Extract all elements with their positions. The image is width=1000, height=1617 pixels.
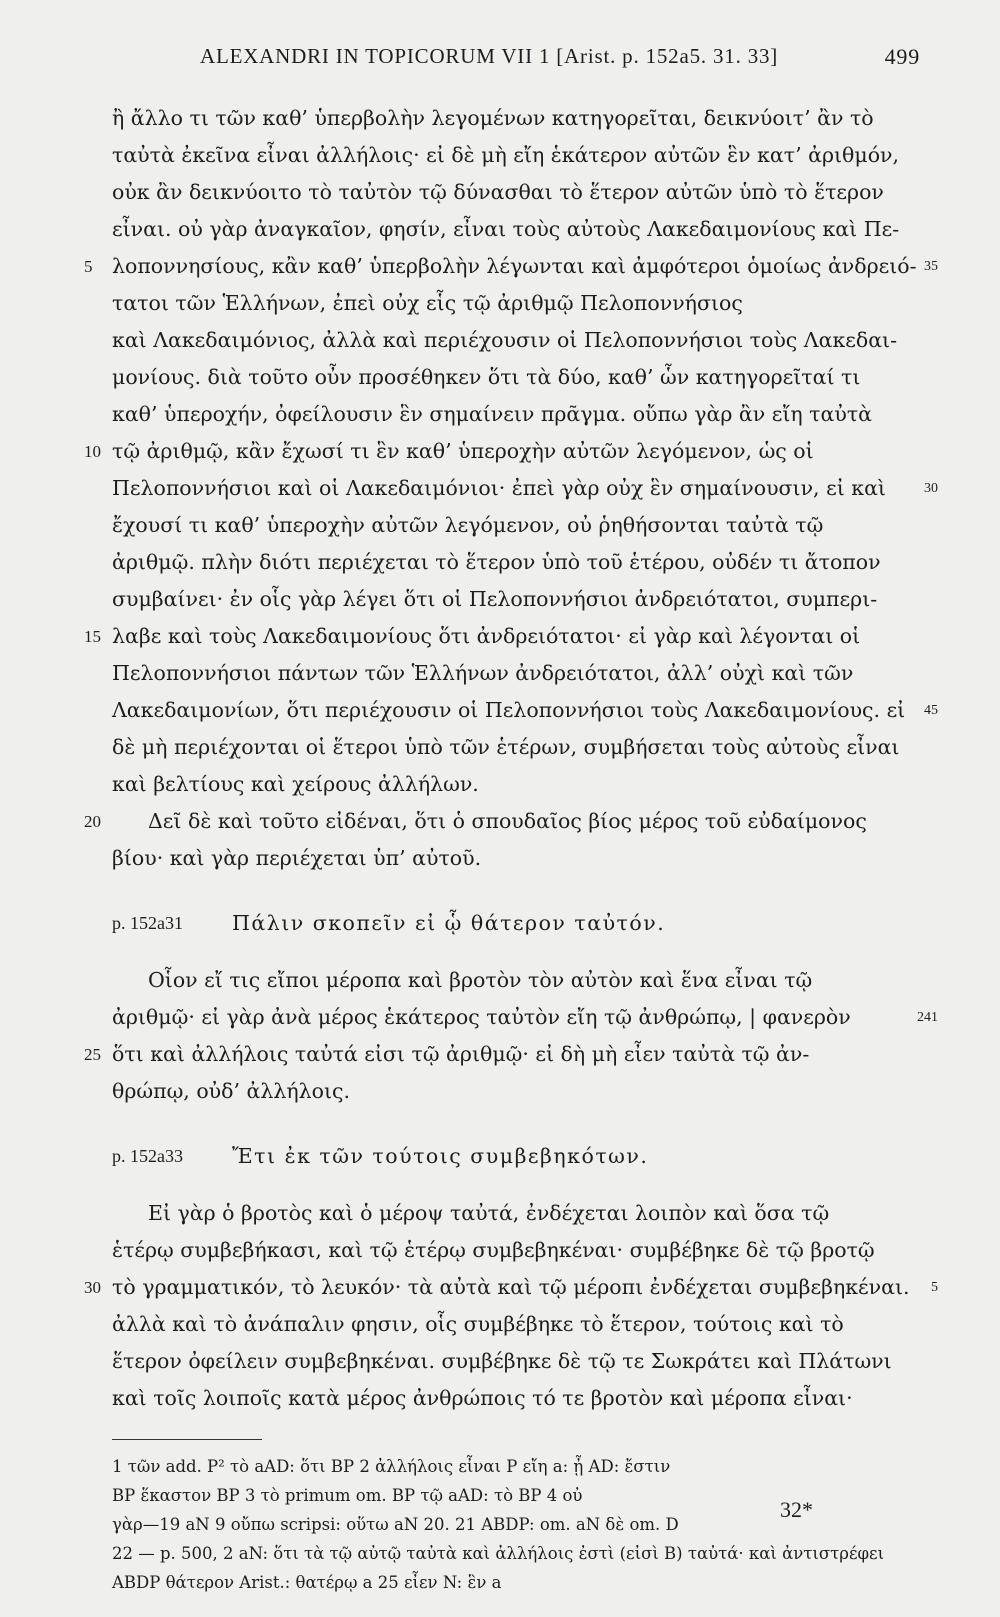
line-text: Δεῖ δὲ καὶ τοῦτο εἰδέναι, ὅτι ὁ σπουδαῖος βίος μέρος τοῦ εὐδαίμονος [148, 809, 867, 833]
line-text: τῷ ἀριθμῷ, κἂν ἔχωσί τι ἓν καθ’ ὑπεροχὴν αὐτῶν λεγόμενον, ὡς οἱ [112, 439, 814, 463]
line-number: 10 [84, 442, 101, 461]
line-text: ἕτερον ὀφείλειν συμβεβηκέναι. συμβέβηκε δὲ τῷ τε Σωκράτει καὶ Πλάτωνι [112, 1349, 892, 1373]
text-line [0, 100, 1000, 137]
text-line [0, 729, 1000, 766]
line-text: καὶ τοῖς λοιποῖς κατὰ μέρος ἀνθρώποις τό τε βροτὸν καὶ μέροπα εἶναι· [112, 1386, 853, 1410]
line-number: 30 [84, 1278, 101, 1297]
text-line [0, 1306, 1000, 1343]
text-line [0, 211, 1000, 248]
line-number: 25 [84, 1045, 101, 1064]
line-text: ἢ ἄλλο τι τῶν καθ’ ὑπερβολὴν λεγομένων κατηγορεῖται, δεικνύοιτ’ ἂν τὸ [112, 106, 874, 130]
running-title: ALEXANDRI IN TOPICORUM VII 1 [Arist. p. 152a5. 31. 33] [200, 44, 779, 68]
text-line [0, 137, 1000, 174]
text-line [0, 1073, 1000, 1110]
apparatus-line: ABDP θάτερον Arist.: θατέρῳ a 25 εἶεν N: ἓν a [112, 1573, 502, 1592]
printer-signature: 32* [780, 1497, 813, 1522]
line-text: λοποννησίους, κἂν καθ’ ὑπερβολὴν λέγωνται καὶ ἀμφότεροι ὁμοίως ἀνδρειό- [112, 254, 917, 278]
aristotle-reference: p. 152a31 [112, 913, 183, 933]
margin-reference: 5 [931, 1280, 938, 1295]
text-line [0, 248, 1000, 285]
line-number: 20 [84, 812, 101, 831]
line-text: Πελοποννήσιοι πάντων τῶν Ἑλλήνων ἀνδρειότατοι, ἀλλ’ οὐχὶ καὶ τῶν [112, 661, 854, 685]
text-line [0, 1269, 1000, 1306]
page-number: 499 [884, 44, 920, 69]
lemma-line [0, 1138, 1000, 1175]
text-line [0, 766, 1000, 803]
running-header [200, 44, 920, 76]
text-line [0, 470, 1000, 507]
apparatus-line: 22 — p. 500, 2 aN: ὅτι τὰ τῷ αὐτῷ ταὐτὰ καὶ ἀλλήλοις ἐστὶ (εἰσὶ B) ταὐτά· καὶ ἀντιστρέφει [112, 1544, 885, 1563]
text-line [0, 174, 1000, 211]
text-line [0, 692, 1000, 729]
text-line [0, 962, 1000, 999]
line-text: καὶ Λακεδαιμόνιος, ἀλλὰ καὶ περιέχουσιν οἱ Πελοποννήσιοι τοὺς Λακεδαι- [112, 328, 898, 352]
line-text: Οἷον εἴ τις εἴποι μέροπα καὶ βροτὸν τὸν αὐτὸν καὶ ἕνα εἶναι τῷ [148, 968, 813, 992]
line-text: τατοι τῶν Ἑλλήνων, ἐπεὶ οὐχ εἷς τῷ ἀριθμῷ Πελοποννήσιος [112, 291, 743, 315]
lemma-text: Ἔτι ἐκ τῶν τούτοις συμβεβηκότων. [232, 1144, 649, 1168]
line-text: ἀλλὰ καὶ τὸ ἀνάπαλιν φησιν, οἷς συμβέβηκε τὸ ἕτερον, τούτοις καὶ τὸ [112, 1312, 844, 1336]
text-line [0, 322, 1000, 359]
main-text [0, 100, 1000, 1597]
line-text: καθ’ ὑπεροχήν, ὀφείλουσιν ἓν σημαίνειν πρᾶγμα. οὔπω γὰρ ἂν εἴη ταὐτὰ [112, 402, 873, 426]
margin-reference: 45 [924, 703, 938, 718]
line-text: εἶναι. οὐ γὰρ ἀναγκαῖον, φησίν, εἶναι τοὺς αὐτοὺς Λακεδαιμονίους καὶ Πε- [112, 217, 900, 241]
text-line [0, 1343, 1000, 1380]
line-text: συμβαίνει· ἐν οἷς γὰρ λέγει ὅτι οἱ Πελοποννήσιοι ἀνδρειότατοι, συμπερι- [112, 587, 878, 611]
text-line [0, 396, 1000, 433]
text-line [0, 618, 1000, 655]
text-line [0, 507, 1000, 544]
line-text: δὲ μὴ περιέχονται οἱ ἕτεροι ὑπὸ τῶν ἑτέρων, συμβήσεται τοὺς αὐτοὺς εἶναι [112, 735, 900, 759]
line-number: 5 [84, 257, 93, 276]
text-line [0, 433, 1000, 470]
line-text: ἔχουσί τι καθ’ ὑπεροχὴν αὐτῶν λεγόμενον, οὐ ῥηθήσονται ταὐτὰ τῷ [112, 513, 824, 537]
line-text: ἑτέρῳ συμβεβήκασι, καὶ τῷ ἑτέρῳ συμβεβηκέναι· συμβέβηκε δὲ τῷ βροτῷ [112, 1238, 875, 1262]
line-text: τὸ γραμματικόν, τὸ λευκόν· τὰ αὐτὰ καὶ τῷ μέροπι ἐνδέχεται συμβεβηκέναι. [112, 1275, 910, 1299]
margin-reference: 30 [924, 481, 938, 496]
text-line [0, 655, 1000, 692]
apparatus-rule [112, 1439, 262, 1440]
line-number: 15 [84, 627, 101, 646]
margin-reference: 35 [924, 259, 938, 274]
text-line [0, 999, 1000, 1036]
apparatus-line: 1 τῶν add. P² τὸ aAD: ὅτι BP 2 ἀλλήλοις εἶναι P εἴη a: ᾖ AD: ἔστιν [112, 1457, 671, 1476]
apparatus-line: γὰρ—19 aN 9 οὔπω scripsi: οὕτω aN 20. 21 ABDP: om. aN δὲ om. D [112, 1515, 679, 1534]
line-text: οὐκ ἂν δεικνύοιτο τὸ ταὐτὸν τῷ δύνασθαι τὸ ἕτερον αὐτῶν ὑπὸ τὸ ἕτερον [112, 180, 884, 204]
margin-reference: 241 [917, 1010, 938, 1025]
text-line [0, 359, 1000, 396]
line-text: θρώπῳ, οὐδ’ ἀλλήλοις. [112, 1079, 350, 1103]
aristotle-reference: p. 152a33 [112, 1146, 183, 1166]
text-line [0, 840, 1000, 877]
line-text: Εἰ γὰρ ὁ βροτὸς καὶ ὁ μέροψ ταὐτά, ἐνδέχεται λοιπὸν καὶ ὅσα τῷ [148, 1201, 830, 1225]
text-line [0, 581, 1000, 618]
apparatus-line: BP ἕκαστον BP 3 τὸ primum om. BP τῷ aAD: τὸ BP 4 οὐ [112, 1486, 583, 1505]
text-line [0, 1195, 1000, 1232]
line-text: καὶ βελτίους καὶ χείρους ἀλλήλων. [112, 772, 479, 796]
line-text: ἀριθμῷ. πλὴν διότι περιέχεται τὸ ἕτερον ὑπὸ τοῦ ἑτέρου, οὐδέν τι ἄτοπον [112, 550, 881, 574]
line-text: Λακεδαιμονίων, ὅτι περιέχουσιν οἱ Πελοποννήσιοι τοὺς Λακεδαιμονίους. εἰ [112, 698, 906, 722]
text-line [0, 1232, 1000, 1269]
text-line [0, 1036, 1000, 1073]
line-text: λαβε καὶ τοὺς Λακεδαιμονίους ὅτι ἀνδρειότατοι· εἰ γὰρ καὶ λέγονται οἱ [112, 624, 861, 648]
line-text: βίου· καὶ γὰρ περιέχεται ὑπ’ αὐτοῦ. [112, 846, 482, 870]
text-line [0, 803, 1000, 840]
lemma-line [0, 905, 1000, 942]
text-line [0, 285, 1000, 322]
line-text: μονίους. διὰ τοῦτο οὖν προσέθηκεν ὅτι τὰ δύο, καθ’ ὧν κατηγορεῖταί τι [112, 365, 861, 389]
text-line [0, 544, 1000, 581]
line-text: ταὐτὰ ἐκεῖνα εἶναι ἀλλήλοις· εἰ δὲ μὴ εἴη ἑκάτερον αὐτῶν ἓν κατ’ ἀριθμόν, [112, 143, 900, 167]
lemma-text: Πάλιν σκοπεῖν εἰ ᾧ θάτερον ταὐτόν. [232, 911, 666, 935]
line-text: ἀριθμῷ· εἰ γὰρ ἀνὰ μέρος ἑκάτερος ταὐτὸν εἴη τῷ ἀνθρώπῳ, | φανερὸν [112, 1005, 851, 1029]
text-line [0, 1380, 1000, 1417]
line-text: Πελοποννήσιοι καὶ οἱ Λακεδαιμόνιοι· ἐπεὶ γὰρ οὐχ ἓν σημαίνουσιν, εἰ καὶ [112, 476, 886, 500]
line-text: ὅτι καὶ ἀλλήλοις ταὐτά εἰσι τῷ ἀριθμῷ· εἰ δὴ μὴ εἶεν ταὐτὰ τῷ ἀν- [112, 1042, 810, 1066]
